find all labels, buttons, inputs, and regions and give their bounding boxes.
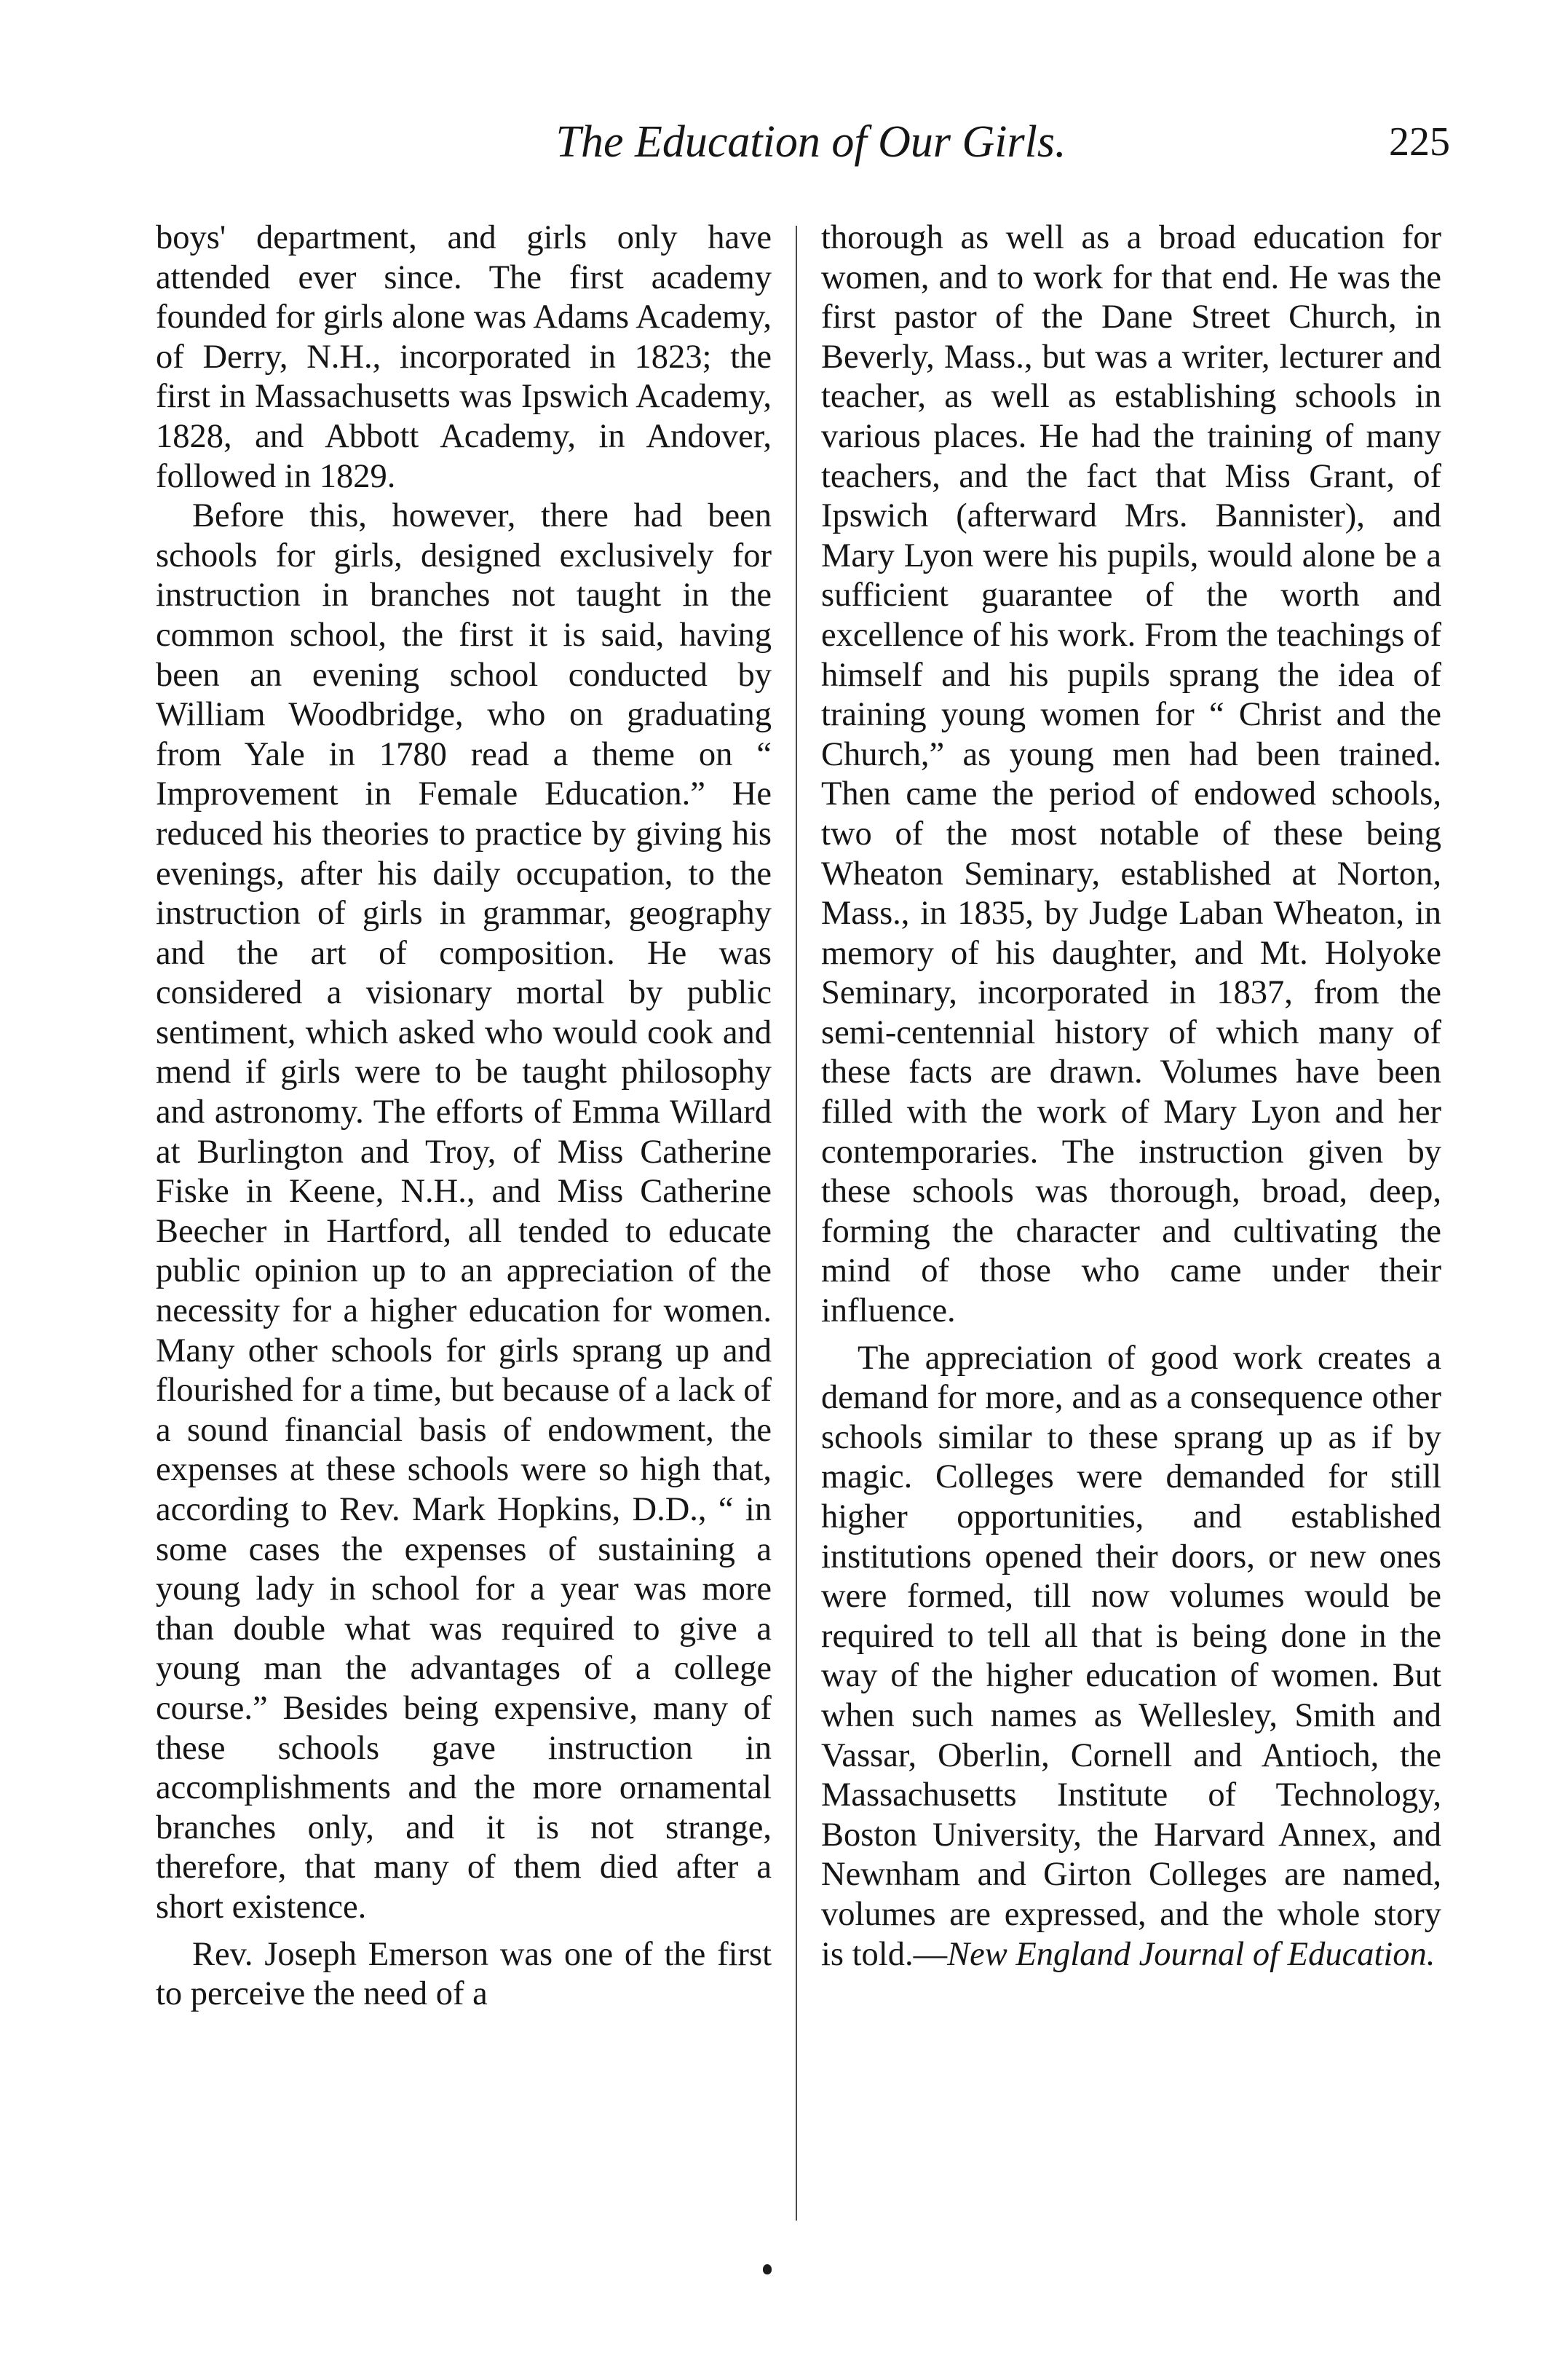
- citation-source: New England Journal of Education.: [947, 1935, 1436, 1973]
- paragraph: [821, 1339, 1441, 1975]
- paragraph: Before this, however, there had been schools for girls, designed exclusively for instruction in branches not taught in the common school, the first it is said, having been an evening school conducted by William Woodbridge, who on graduating from Yale in 1780 read a theme on “ Improvement in Female Education.” He reduced his theories to practice by giving his evenings, after his daily occupation, to the instruction of girls in grammar, geography and the art of composition. He was considered a visionary mortal by public sentiment, which asked who would cook and mend if girls were to be taught philosophy and astronomy. The efforts of Emma Willard at Burlington and Troy, of Miss Catherine Fiske in Keene, N.H., and Miss Catherine Beecher in Hartford, all tended to educate public opinion up to an appreciation of the necessity for a higher education for women. Many other schools for girls sprang up and flourished for a time, but because of a lack of a sound financial basis of endowment, the expenses at these schools were so high that, according to Rev. Mark Hopkins, D.D., “ in some cases the expenses of sustaining a young lady in school for a year was more than double what was required to give a young man the advantages of a college course.” Besides being expensive, many of these schools gave instruction in accomplishments and the more ornamental branches only, and it is not strange, therefore, that many of them died after a short existence.: [156, 497, 772, 1926]
- paragraph-text: The appreciation of good work creates a demand for more, and as a consequence other schools similar to these sprang up as if by magic. Colleges were demanded for still higher opportunities, and established institutions opened their doors, or new ones were formed, till now volumes would be required to tell all that is being done in the way of the higher education of women. But when such names as Wellesley, Smith and Vassar, Oberlin, Cornell and Antioch, the Massachusetts Institute of Technology, Boston University, the Harvard Annex, and Newnham and Girton Colleges are named, volumes are expressed, and the whole story is told.: [821, 1339, 1441, 1973]
- running-title: The Education of Our Girls.: [555, 117, 1066, 167]
- paragraph: Rev. Joseph Emerson was one of the first to perceive the need of a: [156, 1935, 772, 2013]
- paragraph: thorough as well as a broad education for women, and to work for that end. He was the first pastor of the Dane Street Church, in Beverly, Mass., but was a writer, lecturer and teacher, as well as establishing schools in various places. He had the training of many teachers, and the fact that Miss Grant, of Ipswich (afterward Mrs. Bannister), and Mary Lyon were his pupils, would alone be a sufficient guarantee of the worth and excellence of his work. From the teachings of himself and his pupils sprang the idea of training young women for “ Christ and the Church,” as young men had been trained. Then came the period of endowed schools, two of the most notable of these being Wheaton Seminary, established at Norton, Mass., in 1835, by Judge Laban Wheaton, in memory of his daughter, and Mt. Holyoke Seminary, incorporated in 1837, from the semi-centennial history of which many of these facts are drawn. Volumes have been filled with the work of Mary Lyon and her contemporaries. The instruction given by these schools was thorough, broad, deep, forming the character and cultivating the mind of those who came under their influence.: [821, 219, 1441, 1330]
- left-column: [156, 218, 772, 2015]
- page-number: 225: [1389, 119, 1450, 165]
- running-header: [156, 109, 1450, 175]
- ink-speck: [763, 2264, 772, 2274]
- right-column: [821, 218, 1441, 1974]
- citation-dash: —: [913, 1935, 948, 1973]
- column-divider: [796, 226, 797, 2221]
- paragraph: boys' department, and girls only have attended ever since. The first academy founded for girls alone was Adams Academy, of Derry, N.H., incorporated in 1823; the first in Massachusetts was Ipswich Academy, 1828, and Abbott Academy, in Andover, followed in 1829.: [156, 219, 772, 495]
